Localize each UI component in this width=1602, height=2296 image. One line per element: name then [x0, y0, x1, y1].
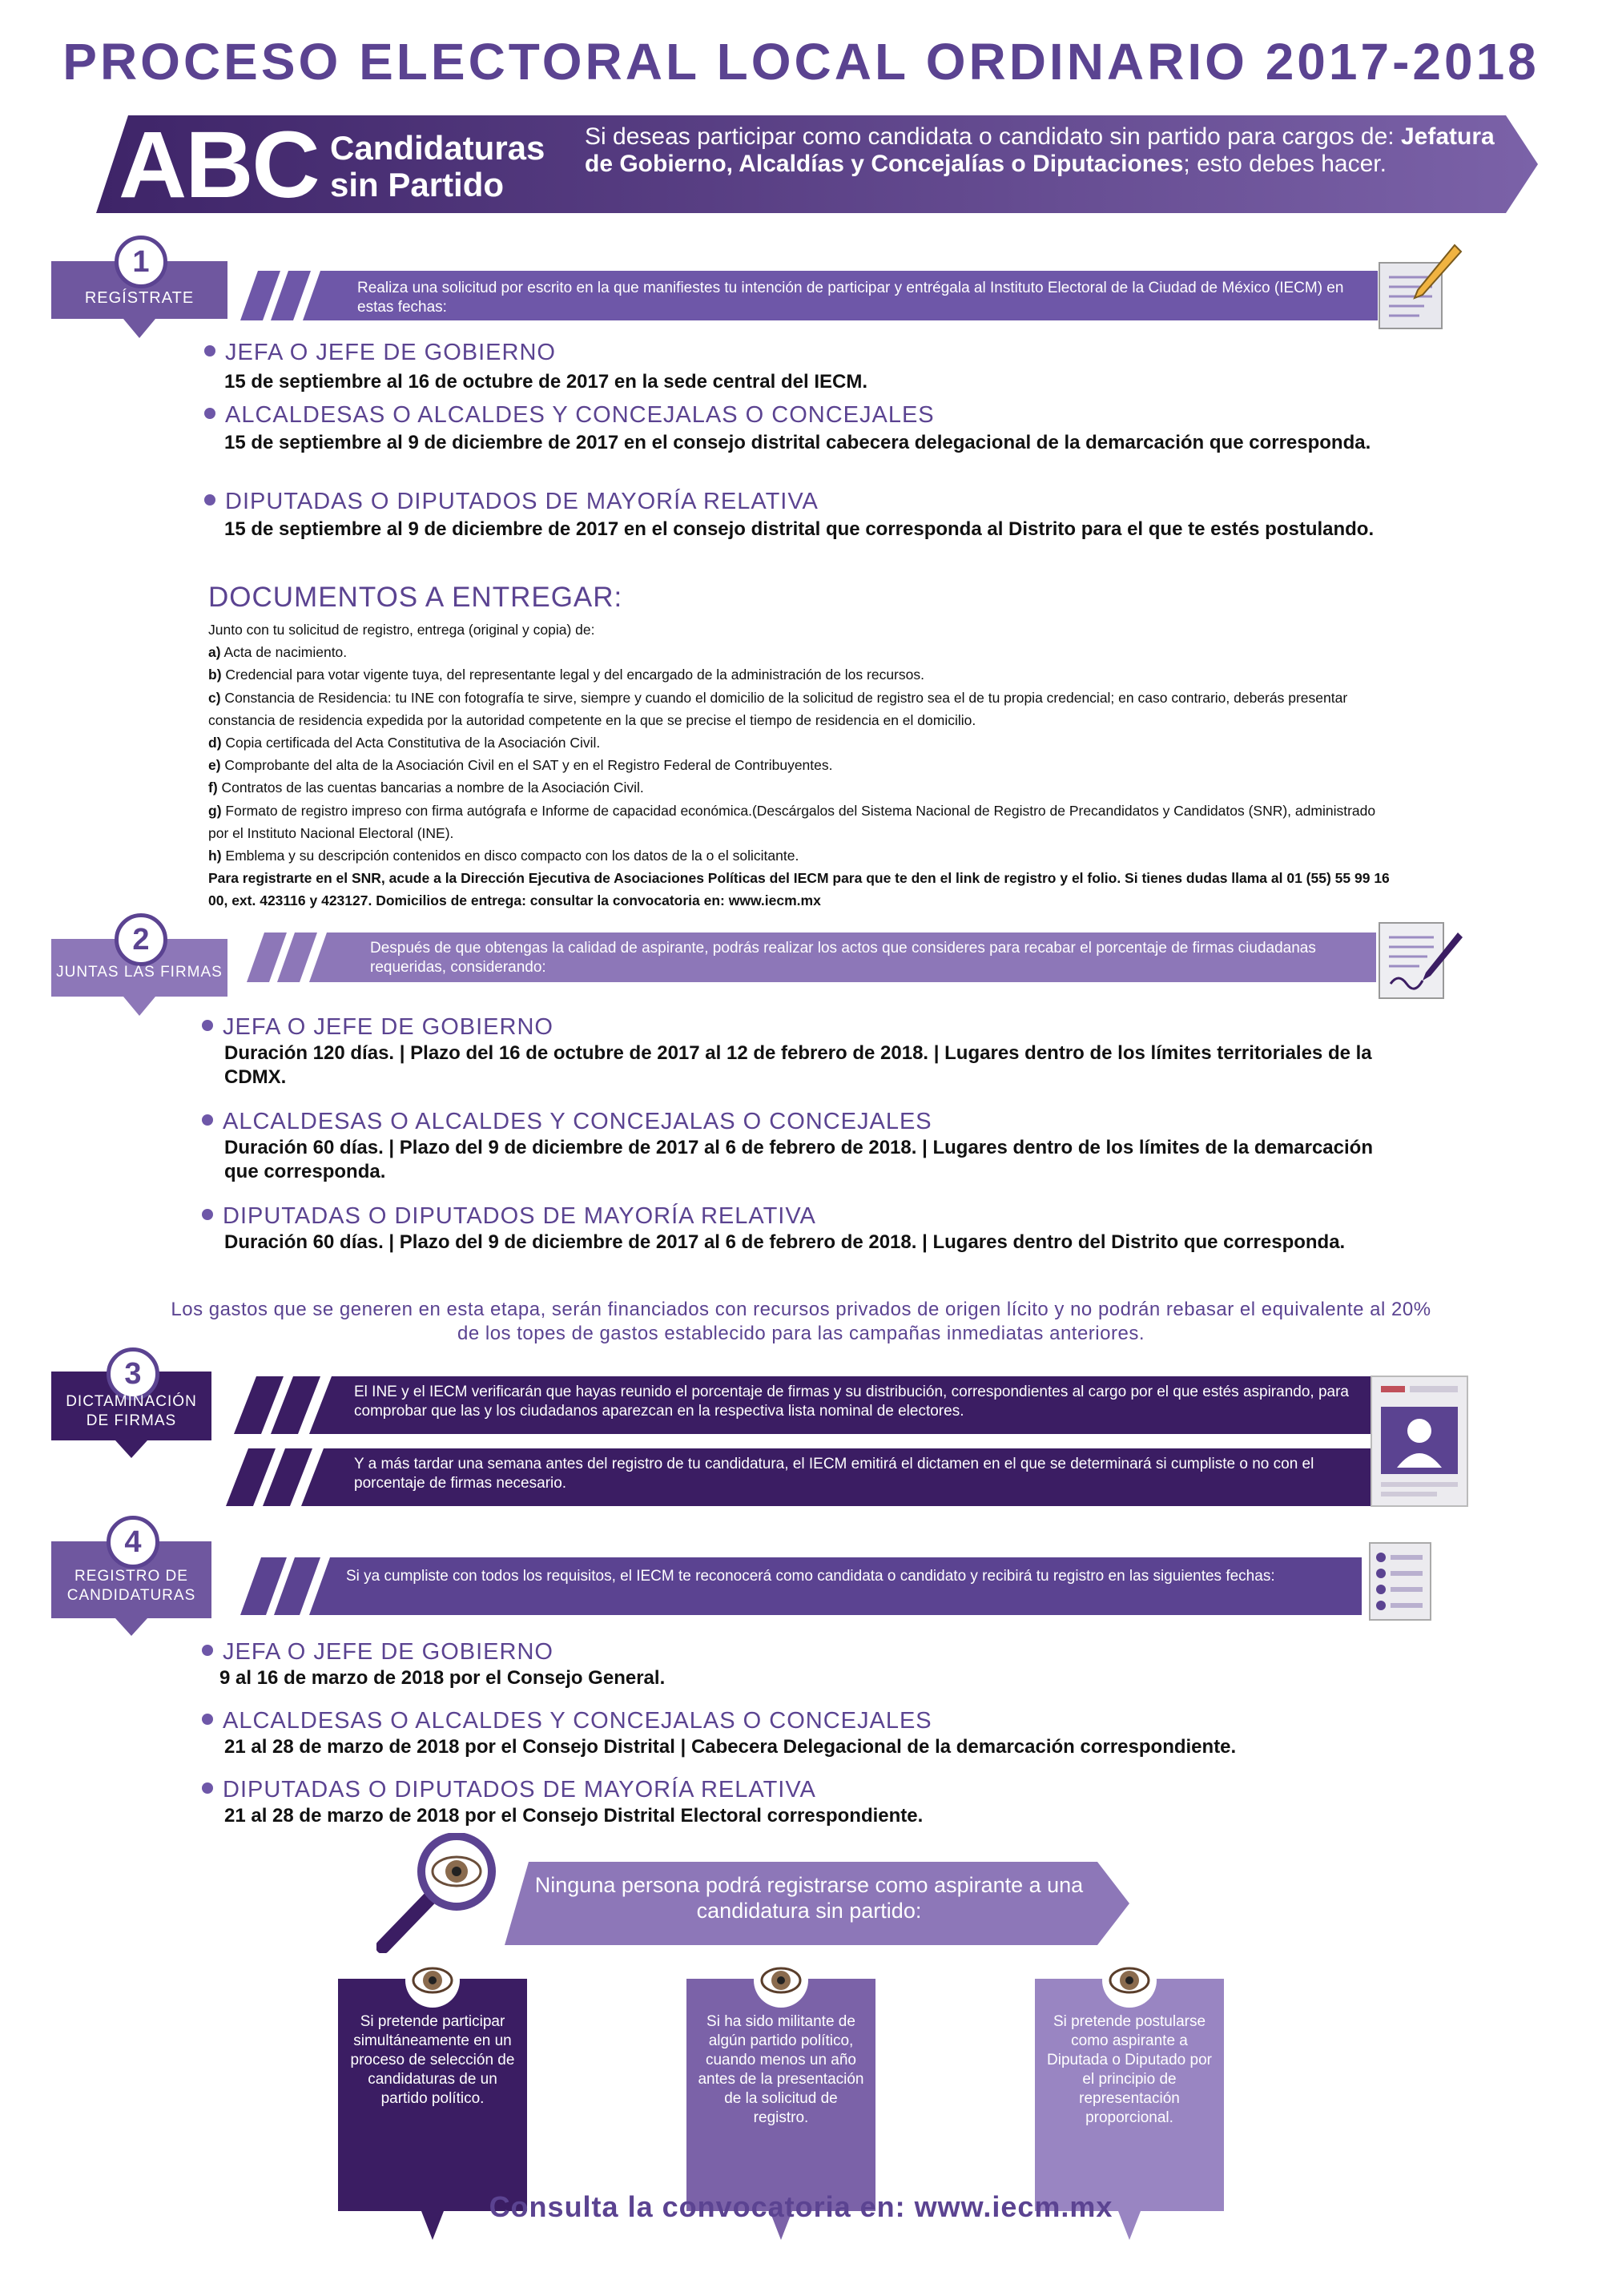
profile-card-icon — [1370, 1375, 1469, 1508]
documents-note-text: Para registrarte en el SNR, acude a la Dirección Ejecutiva de Asociaciones Políticas del IECM para que te den el link de registro y el folio. Si tienes dudas llama al 01 (55) 55 99 16 00, ext. 423116 y 423127. Domicilios de entrega: consultar la convocatoria en: www.iecm.mx — [208, 870, 1390, 909]
step4-detail-diputaciones: 21 al 28 de marzo de 2018 por el Consejo Distrital Electoral correspondiente. — [224, 1805, 924, 1827]
eye-icon — [754, 1953, 808, 2008]
hero-subtitle — [330, 130, 545, 203]
step4-detail-jefatura: 9 al 16 de marzo de 2018 por el Consejo General. — [219, 1667, 666, 1689]
step3-label-line1: DICTAMINACIÓN — [66, 1393, 197, 1410]
documents-heading: DOCUMENTOS A ENTREGAR: — [208, 582, 623, 613]
documents-intro: Junto con tu solicitud de registro, entrega (original y copia) de: — [208, 622, 595, 638]
step4-number: 4 — [107, 1516, 159, 1569]
step2-cat-alcaldias-text: ALCALDESAS O ALCALDES Y CONCEJALAS O CONCEJALES — [223, 1109, 932, 1134]
hero-intro — [585, 123, 1506, 178]
doc-letter: c) — [208, 689, 221, 706]
step2-banner-text: Después de que obtengas la calidad de aspirante, podrás realizar los actos que consideres para recabar el porcentaje de firmas ciudadanas requeridas, considerando: — [370, 940, 1316, 976]
doc-text: Contratos de las cuentas bancarias a nombre de la Asociación Civil. — [217, 779, 644, 796]
doc-item-b — [208, 663, 1394, 686]
step1-cat-alcaldias-text: ALCALDESAS O ALCALDES Y CONCEJALAS O CONCEJALES — [225, 402, 935, 428]
doc-text: Constancia de Residencia: tu INE con fotografía te sirve, siempre y cuando el domicilio de la solicitud de registro sea el de tu propia credencial; en caso contrario, deberás presentar constancia de residencia expedida por la autoridad competente en la que se precise el tiempo de residencia en el domicilio. — [208, 689, 1348, 728]
step1-cat-diputaciones — [204, 489, 819, 515]
step1-number: 1 — [115, 236, 167, 288]
doc-text: Comprobante del alta de la Asociación Civil en el SAT y en el Registro Federal de Contribuyentes. — [220, 757, 833, 774]
doc-item-g — [208, 800, 1394, 844]
doc-item-a — [208, 641, 1394, 663]
step2-cat-jefatura-text: JEFA O JEFE DE GOBIERNO — [223, 1014, 553, 1040]
restriction-card-1 — [338, 1979, 527, 2219]
doc-letter: a) — [208, 644, 221, 661]
step2-cat-jefatura — [202, 1014, 553, 1041]
step4-cat-jefatura-text: JEFA O JEFE DE GOBIERNO — [223, 1639, 553, 1665]
abc-heading: ABC — [119, 112, 319, 218]
step2-cat-diputaciones — [202, 1203, 816, 1230]
step4-banner — [240, 1557, 1362, 1615]
step1-label: REGÍSTRATE — [84, 289, 195, 307]
step1-cat-alcaldias — [204, 402, 935, 429]
doc-item-f — [208, 776, 1394, 799]
hero-banner — [96, 112, 1538, 218]
doc-letter: d) — [208, 735, 222, 751]
bullet-icon — [202, 1714, 213, 1725]
doc-text: Credencial para votar vigente tuya, del representante legal y del encargado de la administración de los recursos. — [221, 667, 924, 683]
step4-cat-jefatura — [202, 1639, 553, 1666]
step2-cat-alcaldias — [202, 1109, 932, 1135]
hero-intro-end: ; esto debes hacer. — [1183, 151, 1387, 177]
eye-icon — [1102, 1953, 1157, 2008]
hero-intro-bold: Jefatura de Gobierno, Alcaldías y Concejalías o Diputaciones — [585, 123, 1495, 177]
doc-text: Emblema y su descripción contenidos en disco compacto con los datos de la o el solicitante. — [221, 848, 799, 864]
restriction-card-2 — [686, 1979, 875, 2219]
step3-label-line2: DE FIRMAS — [86, 1412, 177, 1429]
step2-label: JUNTAS LAS FIRMAS — [56, 964, 223, 981]
restriction-card-3 — [1035, 1979, 1224, 2219]
step4-cat-alcaldias-text: ALCALDESAS O ALCALDES Y CONCEJALAS O CONCEJALES — [223, 1708, 932, 1734]
step1-cat-jefatura — [204, 340, 556, 366]
doc-letter: f) — [208, 779, 218, 796]
doc-item-c — [208, 687, 1394, 731]
hero-subtitle-line1: Candidaturas — [330, 129, 545, 167]
page-title: PROCESO ELECTORAL LOCAL ORDINARIO 2017-2018 — [62, 33, 1540, 91]
step1-banner-text: Realiza una solicitud por escrito en la que manifiestes tu intención de participar y entrégala al Instituto Electoral de la Ciudad de México (IECM) en estas fechas: — [357, 280, 1344, 316]
step2-cat-diputaciones-text: DIPUTADAS O DIPUTADOS DE MAYORÍA RELATIVA — [223, 1203, 816, 1229]
hero-subtitle-line2: sin Partido — [330, 166, 505, 203]
step1-cat-jefatura-text: JEFA O JEFE DE GOBIERNO — [225, 340, 556, 365]
step1-detail-alcaldias: 15 de septiembre al 9 de diciembre de 2017 en el consejo distrital cabecera delegacional de la demarcación que corresponda. — [224, 432, 1371, 453]
bullet-icon — [202, 1645, 213, 1656]
doc-letter: b) — [208, 667, 222, 683]
step2-detail-alcaldias: Duración 60 días. | Plazo del 9 de diciembre de 2017 al 6 de febrero de 2018. | Lugares dentro de los límites de la demarcación que corresponda. — [224, 1137, 1373, 1182]
doc-text: Formato de registro impreso con firma autógrafa e Informe de capacidad económica.(Descárgalos del Sistema Nacional de Registro de Precandidatos y Candidatos (SNR), administrado por el Instituto Nacional Electoral (INE). — [208, 802, 1376, 841]
bullet-icon — [204, 408, 215, 419]
step1-cat-diputaciones-text: DIPUTADAS O DIPUTADOS DE MAYORÍA RELATIVA — [225, 489, 819, 514]
restriction-card-2-text: Si ha sido militante de algún partido político, cuando menos un año antes de la presentación de la solicitud de registro. — [698, 2013, 864, 2126]
consulta-footer: Consulta la convocatoria en: www.iecm.mx — [489, 2190, 1113, 2223]
step4-cat-diputaciones-text: DIPUTADAS O DIPUTADOS DE MAYORÍA RELATIVA — [223, 1777, 816, 1803]
step1-detail-jefatura: 15 de septiembre al 16 de octubre de 2017 en la sede central del IECM. — [224, 371, 868, 393]
gastos-note: Los gastos que se generen en esta etapa, serán financiados con recursos privados de origen lícito y no podrán rebasar el equivalente al 20% de los topes de gastos establecido para las campañas inmediatas anteriores. — [171, 1299, 1431, 1344]
doc-text: Acta de nacimiento. — [220, 644, 348, 661]
step4-cat-alcaldias — [202, 1708, 932, 1734]
doc-letter: e) — [208, 757, 221, 774]
restriction-card-3-text: Si pretende postularse como aspirante a Diputada o Diputado por el principio de representación proporcional. — [1047, 2013, 1212, 2126]
step3-number: 3 — [107, 1347, 159, 1400]
step4-label-line2: CANDIDATURAS — [66, 1587, 196, 1604]
ninguna-banner-text: Ninguna persona podrá registrarse como aspirante a una candidatura sin partido: — [534, 1873, 1084, 1923]
restriction-card-1-text: Si pretende participar simultáneamente en un proceso de selección de candidaturas de un partido político. — [350, 2013, 515, 2107]
step4-label-line1: REGISTRO DE — [74, 1568, 188, 1585]
step1-detail-diputaciones: 15 de septiembre al 9 de diciembre de 2017 en el consejo distrital que corresponda al Distrito para el que te estés postulando. — [224, 518, 1375, 540]
step4-detail-alcaldias: 21 al 28 de marzo de 2018 por el Consejo Distrital | Cabecera Delegacional de la demarcación correspondiente. — [224, 1736, 1237, 1758]
document-pen-icon — [1371, 916, 1464, 1001]
eye-icon — [405, 1953, 460, 2008]
step3-banner2-text: Y a más tardar una semana antes del registro de tu candidatura, el IECM emitirá el dictamen en el que se determinará si cumpliste o no con el porcentaje de firmas necesario. — [354, 1456, 1314, 1492]
doc-item-d — [208, 731, 1394, 754]
step2-number: 2 — [115, 913, 167, 966]
hero-intro-text: Si deseas participar como candidata o candidato sin partido para cargos de: — [585, 123, 1401, 150]
bullet-icon — [202, 1209, 213, 1220]
documents-note — [208, 867, 1394, 912]
checklist-icon — [1368, 1541, 1432, 1621]
step2-detail-diputaciones: Duración 60 días. | Plazo del 9 de diciembre de 2017 al 6 de febrero de 2018. | Lugares dentro del Distrito que corresponda. — [224, 1231, 1346, 1253]
step2-detail-jefatura: Duración 120 días. | Plazo del 16 de octubre de 2017 al 12 de febrero de 2018. | Lugares dentro de los límites territoriales de la CDMX. — [224, 1042, 1372, 1088]
bullet-icon — [204, 494, 215, 506]
step4-cat-diputaciones — [202, 1777, 816, 1803]
doc-text: Copia certificada del Acta Constitutiva de la Asociación Civil. — [221, 735, 601, 751]
bullet-icon — [204, 345, 215, 356]
doc-item-e — [208, 754, 1394, 776]
bullet-icon — [202, 1782, 213, 1794]
bullet-icon — [202, 1114, 213, 1126]
step4-banner-text: Si ya cumpliste con todos los requisitos, el IECM te reconocerá como candidata o candidato y recibirá tu registro en las siguientes fechas: — [346, 1568, 1275, 1585]
step3-banner1-text: El INE y el IECM verificarán que hayas reunido el porcentaje de firmas y su distribución, correspondientes al cargo por el que estés aspirando, para comprobar que las y los ciudadanos aparezcan en la respectiva lista nominal de electores. — [354, 1384, 1349, 1420]
doc-letter: g) — [208, 802, 222, 819]
bullet-icon — [202, 1020, 213, 1031]
documents-list — [208, 618, 1394, 912]
document-pencil-icon — [1371, 242, 1464, 330]
doc-item-h — [208, 844, 1394, 867]
doc-letter: h) — [208, 848, 222, 864]
